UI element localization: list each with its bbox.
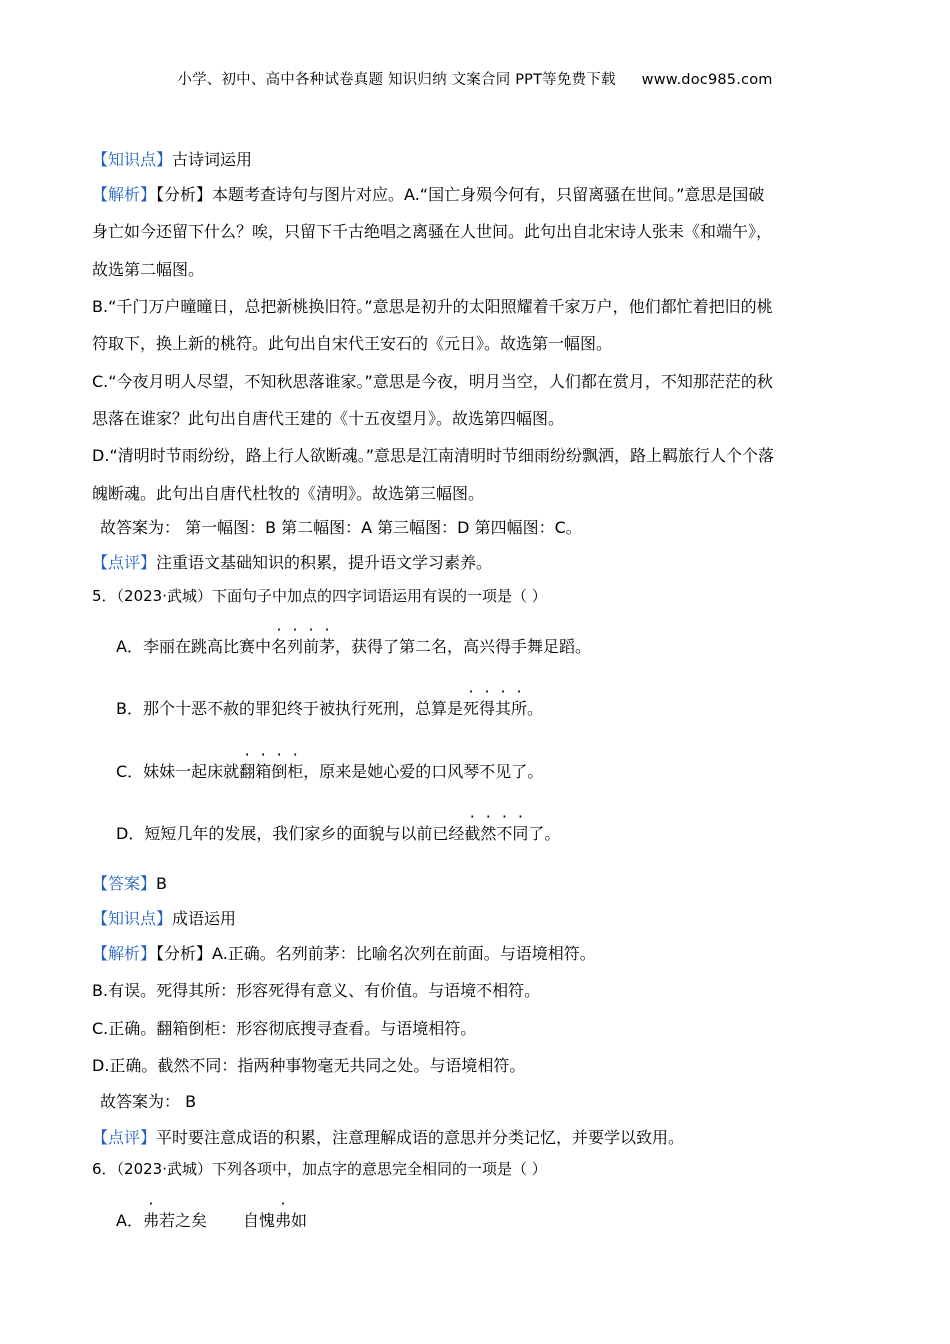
analysis-text: 本题考查诗句与图片对应。A.“国亡身殒今何有，只留离骚在世间。”意思是国破 [212, 185, 765, 204]
q5-option-d[interactable] [116, 821, 560, 844]
q5-option-b[interactable] [116, 696, 543, 719]
comment-tag: 【点评】 [92, 1128, 157, 1147]
q5-option-c[interactable] [116, 759, 543, 782]
question-5-stem: 5．（2023·武城）下面句子中加点的四字词语运用有误的一项是（ ） [92, 587, 547, 605]
option-a-post: ，获得了第二名，高兴得手舞足蹈。 [335, 637, 592, 656]
option-a-dotted-2: 弗 [275, 1211, 292, 1230]
option-c-pre: C．妹妹一起床就 [116, 762, 240, 781]
answer-line: 故答案为： 第一幅图：B 第二幅图：A 第三幅图：D 第四幅图：C。 [100, 518, 582, 537]
knowledge-point-text: 古诗词运用 [172, 150, 253, 169]
analysis-line-9: 魄断魂。此句出自唐代杜牧的《清明》。故选第三幅图。 [92, 484, 485, 503]
knowledge-point-text: 成语运用 [172, 909, 237, 928]
option-a-text-1: 若之矣 [158, 1211, 207, 1230]
analysis-line-6: C.“今夜月明人尽望，不知秋思落谁家。”意思是今夜，明月当空，人们都在赏月，不知那茫茫的秋 [92, 372, 773, 391]
q5-analysis-c: C.正确。翻箱倒柜：形容彻底搜寻查看。与语境相符。 [92, 1019, 477, 1038]
option-d-post: 了。 [528, 824, 561, 843]
q5-comment-line [92, 1125, 862, 1148]
q5-answer-line [92, 871, 862, 894]
q5-analysis-a [92, 941, 862, 964]
q5-knowledge-point [92, 906, 862, 929]
header-url[interactable]: www.doc985.com [641, 72, 773, 88]
q5-analysis-d: D.正确。截然不同：指两种事物毫无共同之处。与语境相符。 [92, 1056, 526, 1075]
analysis-line-4: B.“千门万户曈曈日，总把新桃换旧符。”意思是初升的太阳照耀着千家万户，他们都忙着把旧的桃 [92, 297, 773, 316]
analysis-tag: 【解析】 [92, 185, 157, 204]
analysis-line-3: 故选第二幅图。 [92, 260, 205, 279]
option-c-dotted: 翻箱倒柜 [239, 762, 304, 781]
option-c-post: ，原来是她心爱的口风琴不见了。 [303, 762, 544, 781]
analysis-sub-tag: 【分析】 [156, 185, 213, 204]
option-a-pre: A．李丽在跳高比赛中 [116, 637, 271, 656]
answer-tag: 【答案】 [92, 874, 157, 893]
option-a-text-2-pre: 自愧 [242, 1211, 275, 1230]
analysis-line-2: 身亡如今还留下什么？唉，只留下千古绝唱之离骚在人世间。此句出自北宋诗人张耒《和端午》， [92, 222, 773, 241]
option-b-post: 。 [527, 699, 544, 718]
q6-option-a[interactable] [116, 1208, 307, 1231]
option-d-dotted: 截然不同 [464, 824, 529, 843]
option-b-pre: B．那个十恶不赦的罪犯终于被执行死刑，总算是 [116, 699, 463, 718]
analysis-line-7: 思落在谁家？此句出自唐代王建的《十五夜望月》。故选第四幅图。 [92, 409, 565, 428]
comment-tag: 【点评】 [92, 553, 157, 572]
analysis-tag: 【解析】 [92, 944, 157, 963]
answer-text: B [156, 874, 167, 893]
analysis-text: A.正确。名列前茅：比喻名次列在前面。与语境相符。 [212, 944, 596, 963]
analysis-sub-tag: 【分析】 [156, 944, 213, 963]
comment-text: 注重语文基础知识的积累，提升语文学习素养。 [156, 553, 493, 572]
q5-option-a[interactable] [116, 634, 591, 657]
q5-analysis-b: B.有误。死得其所：形容死得有意义、有价值。与语境不相符。 [92, 981, 541, 1000]
option-d-pre: D．短短几年的发展，我们家乡的面貌与以前已经 [116, 824, 465, 843]
knowledge-point-tag: 【知识点】 [92, 909, 173, 928]
header-text: 小学、初中、高中各种试卷真题 知识归纳 文案合同 PPT等免费下载 [177, 72, 616, 88]
question-6-stem: 6．（2023·武城）下列各项中，加点字的意思完全相同的一项是（ ） [92, 1160, 547, 1178]
analysis-line-8: D.“清明时节雨纷纷，路上行人欲断魂。”意思是江南清明时节细雨纷纷飘洒，路上羁旅行人个个落 [92, 446, 774, 465]
analysis-line-5: 符取下，换上新的桃符。此句出自宋代王安石的《元日》。故选第一幅图。 [92, 334, 613, 353]
comment-text: 平时要注意成语的积累，注意理解成语的意思并分类记忆，并要学以致用。 [156, 1128, 685, 1147]
comment-line [92, 550, 862, 573]
option-a-label: A． [116, 1211, 143, 1230]
option-a-text-2-post: 如 [291, 1211, 308, 1230]
knowledge-point-line [92, 147, 862, 170]
option-b-dotted: 死得其所 [462, 699, 528, 718]
knowledge-point-tag: 【知识点】 [92, 150, 173, 169]
q5-answer-summary: 故答案为： B [100, 1092, 197, 1111]
option-a-dotted-1: 弗 [142, 1211, 159, 1230]
page-header [0, 68, 950, 89]
option-a-dotted: 名列前茅 [270, 637, 336, 656]
analysis-line-1 [92, 182, 862, 205]
